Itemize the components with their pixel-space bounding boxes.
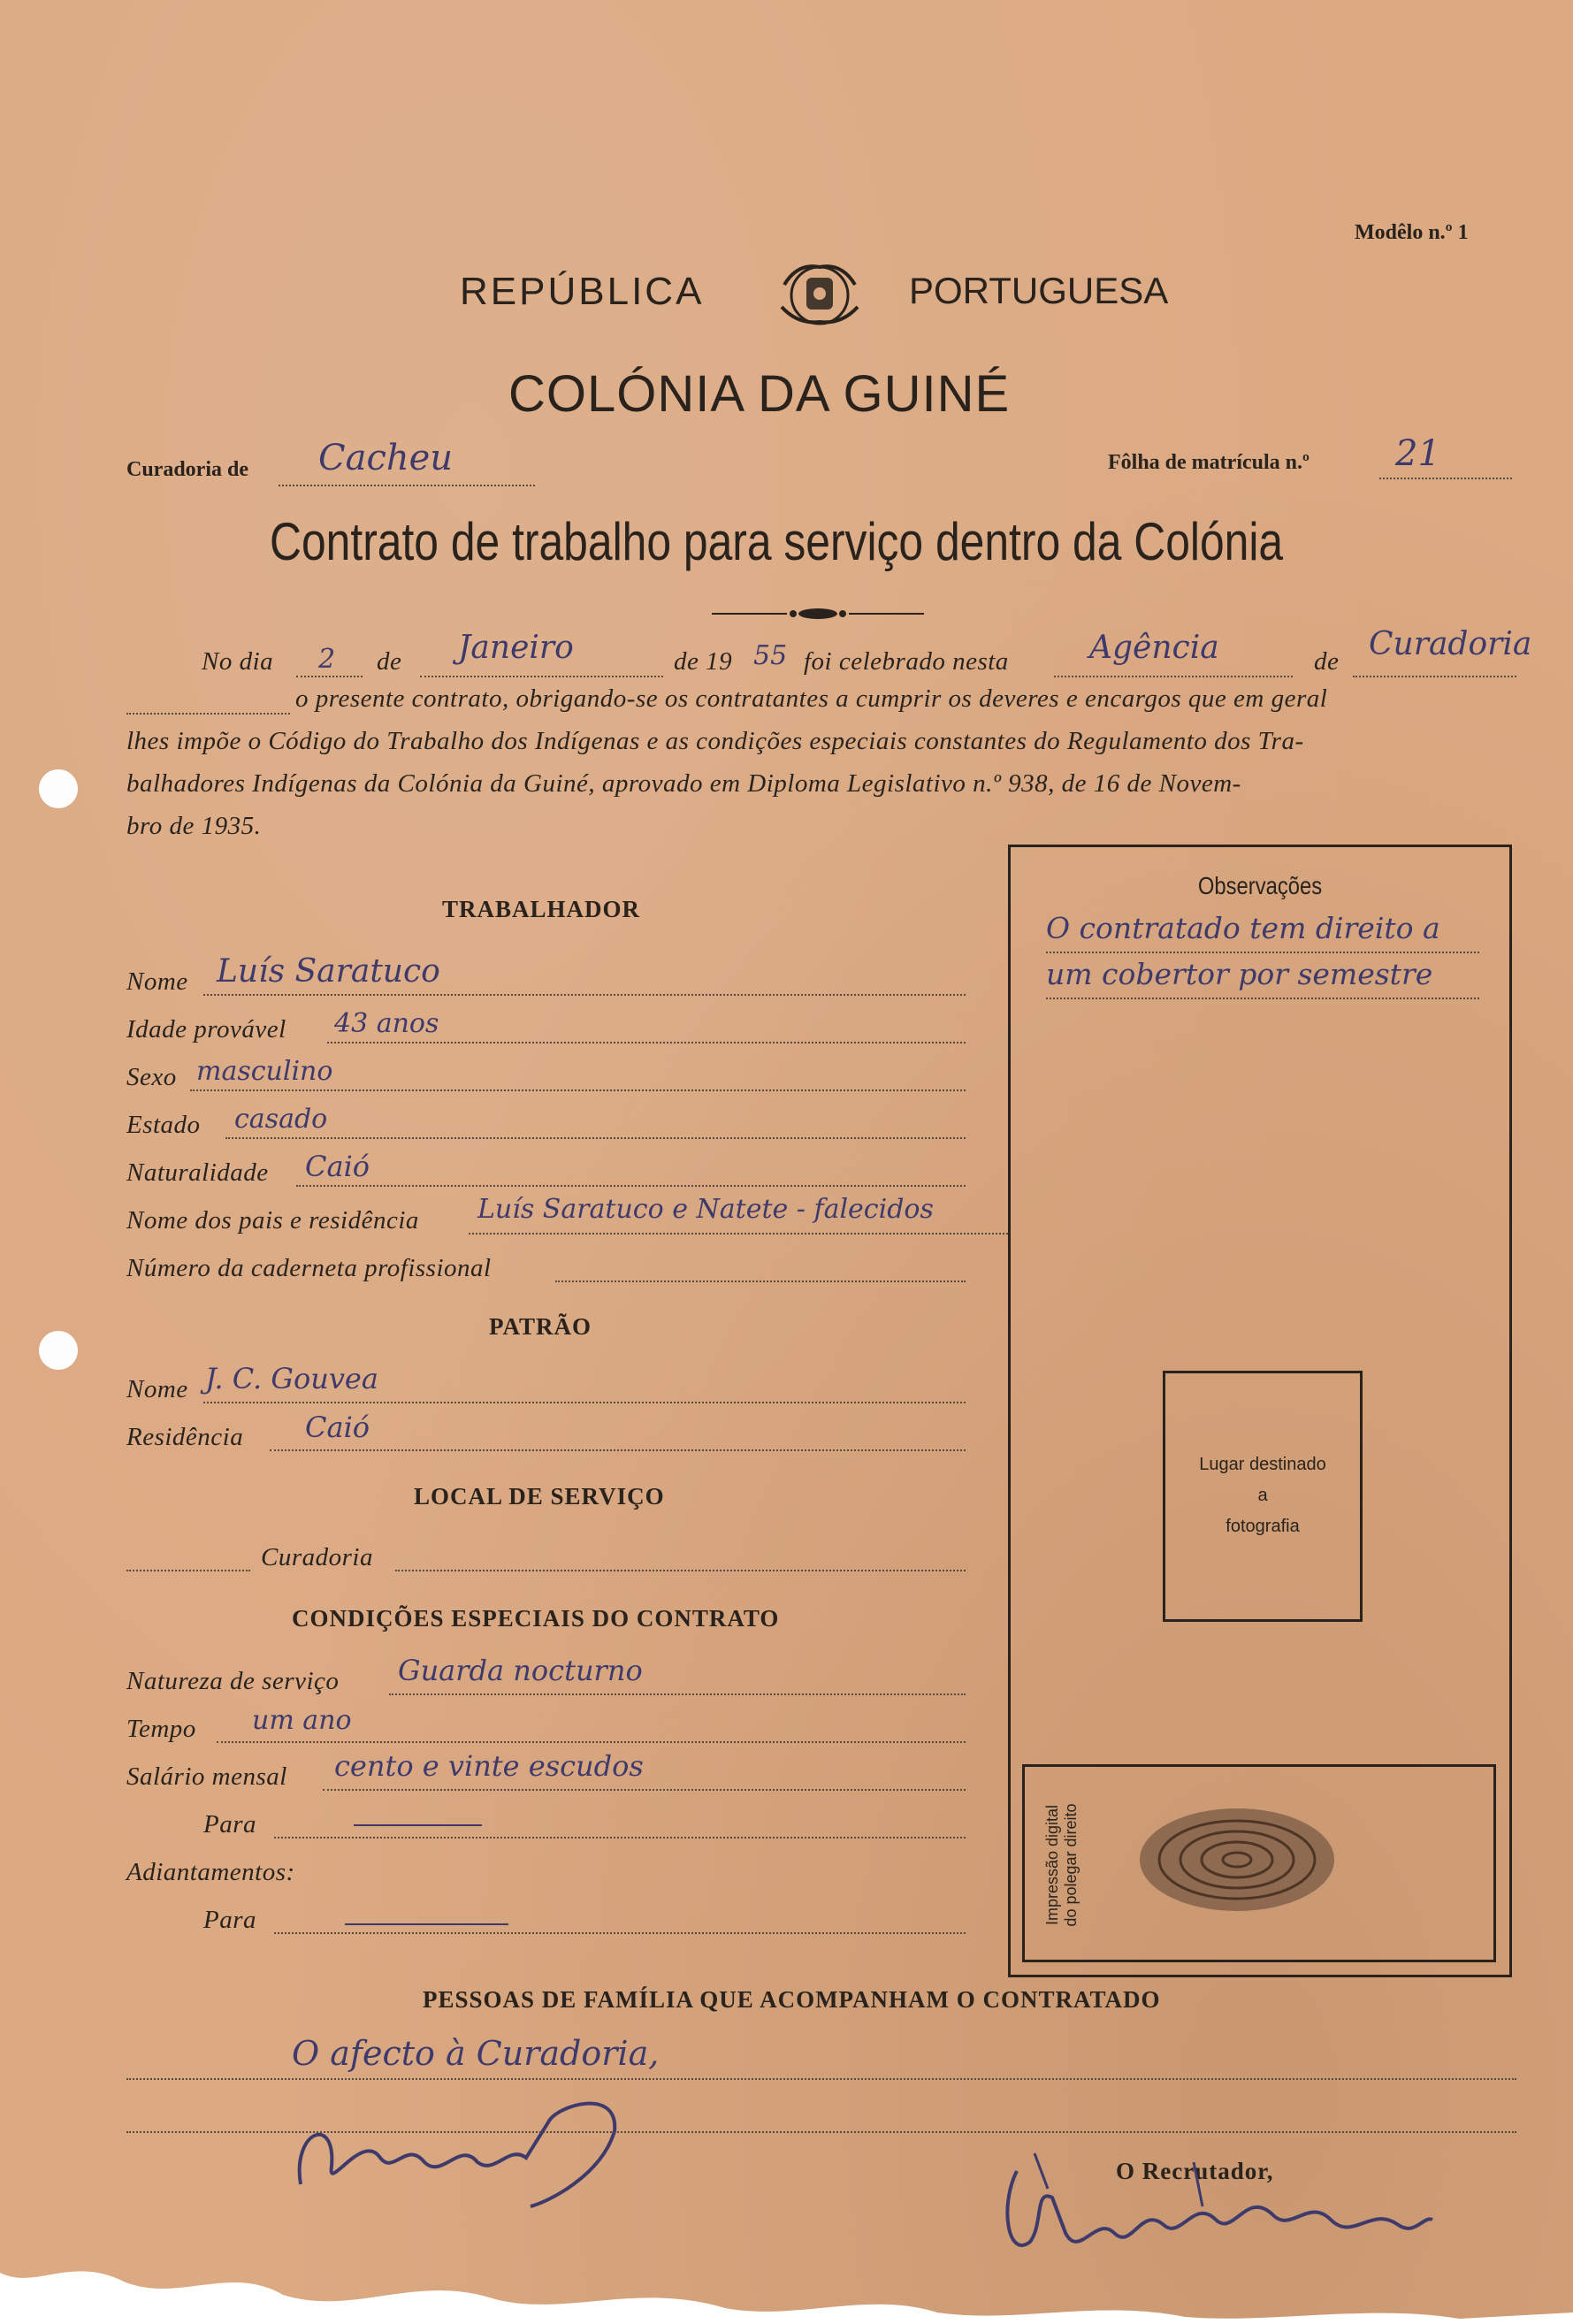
punch-hole-top	[39, 769, 78, 808]
naturalidade-value: Caió	[305, 1150, 370, 1183]
intro-no-dia: No dia	[202, 647, 274, 676]
salario-label: Salário mensal	[126, 1762, 287, 1791]
thumb-line2: do polegar direito	[1062, 1803, 1080, 1927]
observacoes-line2: um cobertor por semestre	[1046, 957, 1433, 991]
patrao-nome-value: J. C. Gouvea	[205, 1362, 378, 1395]
caderneta-label: Número da caderneta profissional	[126, 1254, 492, 1282]
recrutador-label: O Recrutador,	[1116, 2158, 1274, 2184]
tempo-label: Tempo	[126, 1715, 196, 1743]
patrao-nome-label: Nome	[126, 1375, 188, 1403]
nome-value: Luís Saratuco	[217, 953, 440, 990]
handwritten-signature-left	[283, 2078, 637, 2211]
sexo-label: Sexo	[126, 1063, 177, 1091]
para-dash-mark	[354, 1824, 482, 1826]
model-number: Modêlo n.º 1	[1355, 221, 1469, 244]
observacoes-box	[1008, 845, 1512, 1977]
naturalidade-label: Naturalidade	[126, 1158, 269, 1187]
idade-value: 43 anos	[334, 1008, 439, 1039]
tempo-value: um ano	[252, 1705, 352, 1736]
para2-label: Para	[203, 1906, 256, 1934]
familia-note: O afecto à Curadoria,	[292, 2034, 660, 2073]
observacoes-line1: O contratado tem direito a	[1046, 911, 1440, 945]
patrao-heading: PATRÃO	[489, 1313, 592, 1340]
ornament-divider	[712, 603, 924, 624]
thumb-line1: Impressão digital	[1043, 1804, 1061, 1926]
observacoes-heading: Observações	[1197, 872, 1323, 899]
sexo-value: masculino	[196, 1056, 333, 1087]
estado-label: Estado	[126, 1111, 201, 1139]
intro-line3: lhes impõe o Código do Trabalho dos Indígenas e as condições especiais constantes do Regulamento dos Tra-	[126, 727, 1304, 755]
coat-of-arms-icon	[771, 258, 868, 329]
salario-value: cento e vinte escudos	[334, 1749, 644, 1783]
punch-hole-bottom	[39, 1331, 78, 1370]
photo-line2: a	[1257, 1486, 1268, 1505]
para-label: Para	[203, 1810, 256, 1839]
republic-right: PORTUGUESA	[909, 270, 1169, 311]
natureza-label: Natureza de serviço	[126, 1667, 340, 1695]
intro-line4: balhadores Indígenas da Colónia da Guiné, aprovado em Diploma Legislativo n.º 938, de 16 de Novem-	[126, 769, 1241, 798]
intro-place: Agência	[1089, 630, 1219, 666]
idade-label: Idade provável	[126, 1015, 286, 1044]
intro-de1: de	[377, 647, 402, 676]
curadoria-value: Cacheu	[318, 438, 454, 478]
intro-place2: Curadoria	[1369, 626, 1532, 662]
para2-dash-mark	[345, 1923, 508, 1925]
photo-line3: fotografia	[1226, 1517, 1300, 1536]
intro-line2: o presente contrato, obrigando-se os contratantes a cumprir os deveres e encargos que em geral	[295, 684, 1328, 713]
colony-title: COLÓNIA DA GUINÉ	[508, 365, 1011, 423]
photo-box	[1163, 1371, 1363, 1622]
thumbprint-icon	[1131, 1802, 1343, 1917]
intro-celebrado: foi celebrado nesta	[804, 647, 1009, 676]
torn-edge	[0, 2220, 1573, 2324]
photo-line1: Lugar destinado	[1199, 1455, 1326, 1474]
thumb-label	[1043, 1777, 1080, 1953]
patrao-residencia-label: Residência	[126, 1423, 244, 1451]
adiantamentos-label: Adiantamentos:	[126, 1858, 295, 1886]
patrao-residencia-value: Caió	[305, 1410, 370, 1444]
contract-title: Contrato de trabalho para serviço dentro da Colónia	[270, 512, 1284, 571]
folha-label: Fôlha de matrícula n.º	[1108, 451, 1310, 474]
folha-value: 21	[1395, 433, 1440, 474]
intro-day: 2	[318, 644, 336, 675]
thumbprint-box	[1022, 1764, 1496, 1962]
natureza-value: Guarda nocturno	[398, 1654, 643, 1687]
estado-value: casado	[234, 1104, 328, 1135]
local-curadoria-label: Curadoria	[261, 1543, 373, 1571]
condicoes-heading: CONDIÇÕES ESPECIAIS DO CONTRATO	[292, 1605, 780, 1632]
intro-de2: de	[1314, 647, 1340, 676]
familia-heading: PESSOAS DE FAMÍLIA QUE ACOMPANHAM O CONTRATADO	[423, 1986, 1161, 2013]
intro-year: 55	[753, 640, 788, 671]
local-heading: LOCAL DE SERVIÇO	[414, 1483, 665, 1510]
republic-left: REPÚBLICA	[460, 270, 705, 313]
pais-label: Nome dos pais e residência	[126, 1206, 419, 1235]
intro-month: Janeiro	[458, 630, 574, 666]
trabalhador-heading: TRABALHADOR	[442, 896, 641, 922]
nome-label: Nome	[126, 967, 188, 996]
curadoria-label: Curadoria de	[126, 458, 248, 481]
pais-value: Luís Saratuco e Natete - falecidos	[477, 1194, 934, 1225]
intro-de-19: de 19	[674, 647, 733, 676]
intro-line5: bro de 1935.	[126, 812, 262, 840]
